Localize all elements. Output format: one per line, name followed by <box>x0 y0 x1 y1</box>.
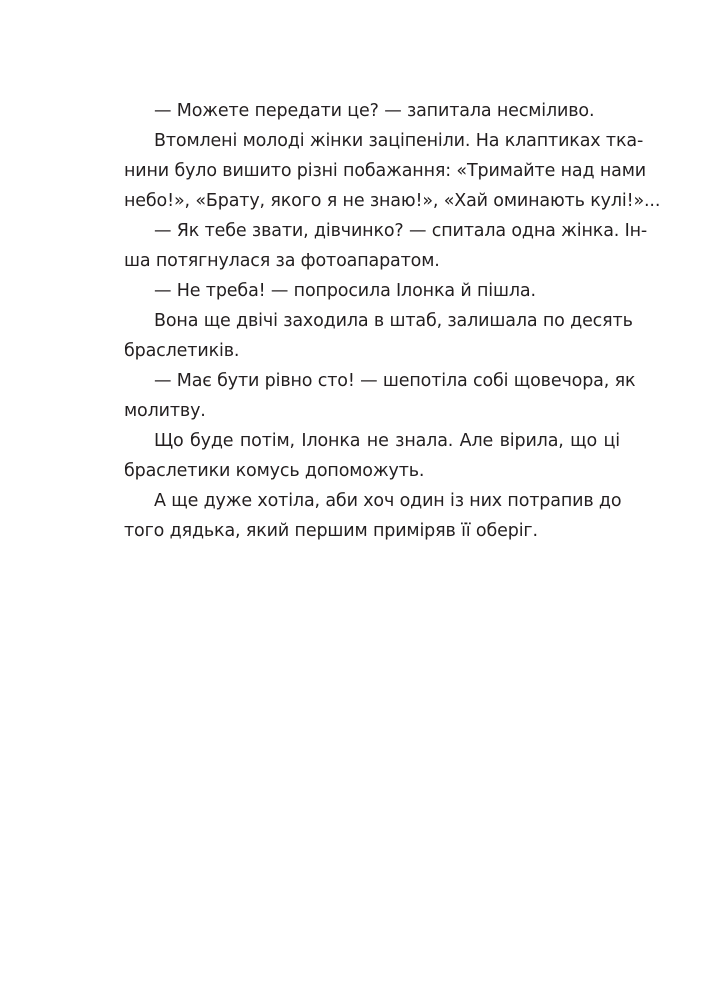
paragraph-line: молитву. <box>124 401 206 421</box>
paragraph-line: небо!», «Брату, якого я не знаю!», «Хай оминають кулі!»... <box>124 191 661 211</box>
paragraph-line: браслетиків. <box>124 341 240 361</box>
paragraph-line: Що буде потім, Ілонка не знала. Але вірила, що ці <box>154 431 620 451</box>
paragraph-line: ша потягнулася за фотоапаратом. <box>124 251 440 271</box>
paragraph-line: — Має бути рівно сто! — шепотіла собі щовечора, як <box>154 371 636 391</box>
paragraph-line: А ще дуже хотіла, аби хоч один із них потрапив до <box>154 491 622 511</box>
paragraph-line: того дядька, який першим приміряв її оберіг. <box>124 521 538 541</box>
paragraph-line: браслетики комусь допоможуть. <box>124 461 425 481</box>
body-text <box>124 96 661 546</box>
paragraph-line: Вона ще двічі заходила в штаб, залишала по десять <box>154 311 633 331</box>
paragraph-line: Втомлені молоді жінки заціпеніли. На клаптиках тка- <box>154 131 644 151</box>
paragraph-line: — Як тебе звати, дівчинко? — спитала одна жінка. Ін- <box>154 221 648 241</box>
paragraph-line: — Можете передати це? — запитала несміливо. <box>154 101 595 121</box>
paragraph-line: нини було вишито різні побажання: «Тримайте над нами <box>124 161 646 181</box>
paragraph-line: — Не треба! — попросила Ілонка й пішла. <box>154 281 536 301</box>
